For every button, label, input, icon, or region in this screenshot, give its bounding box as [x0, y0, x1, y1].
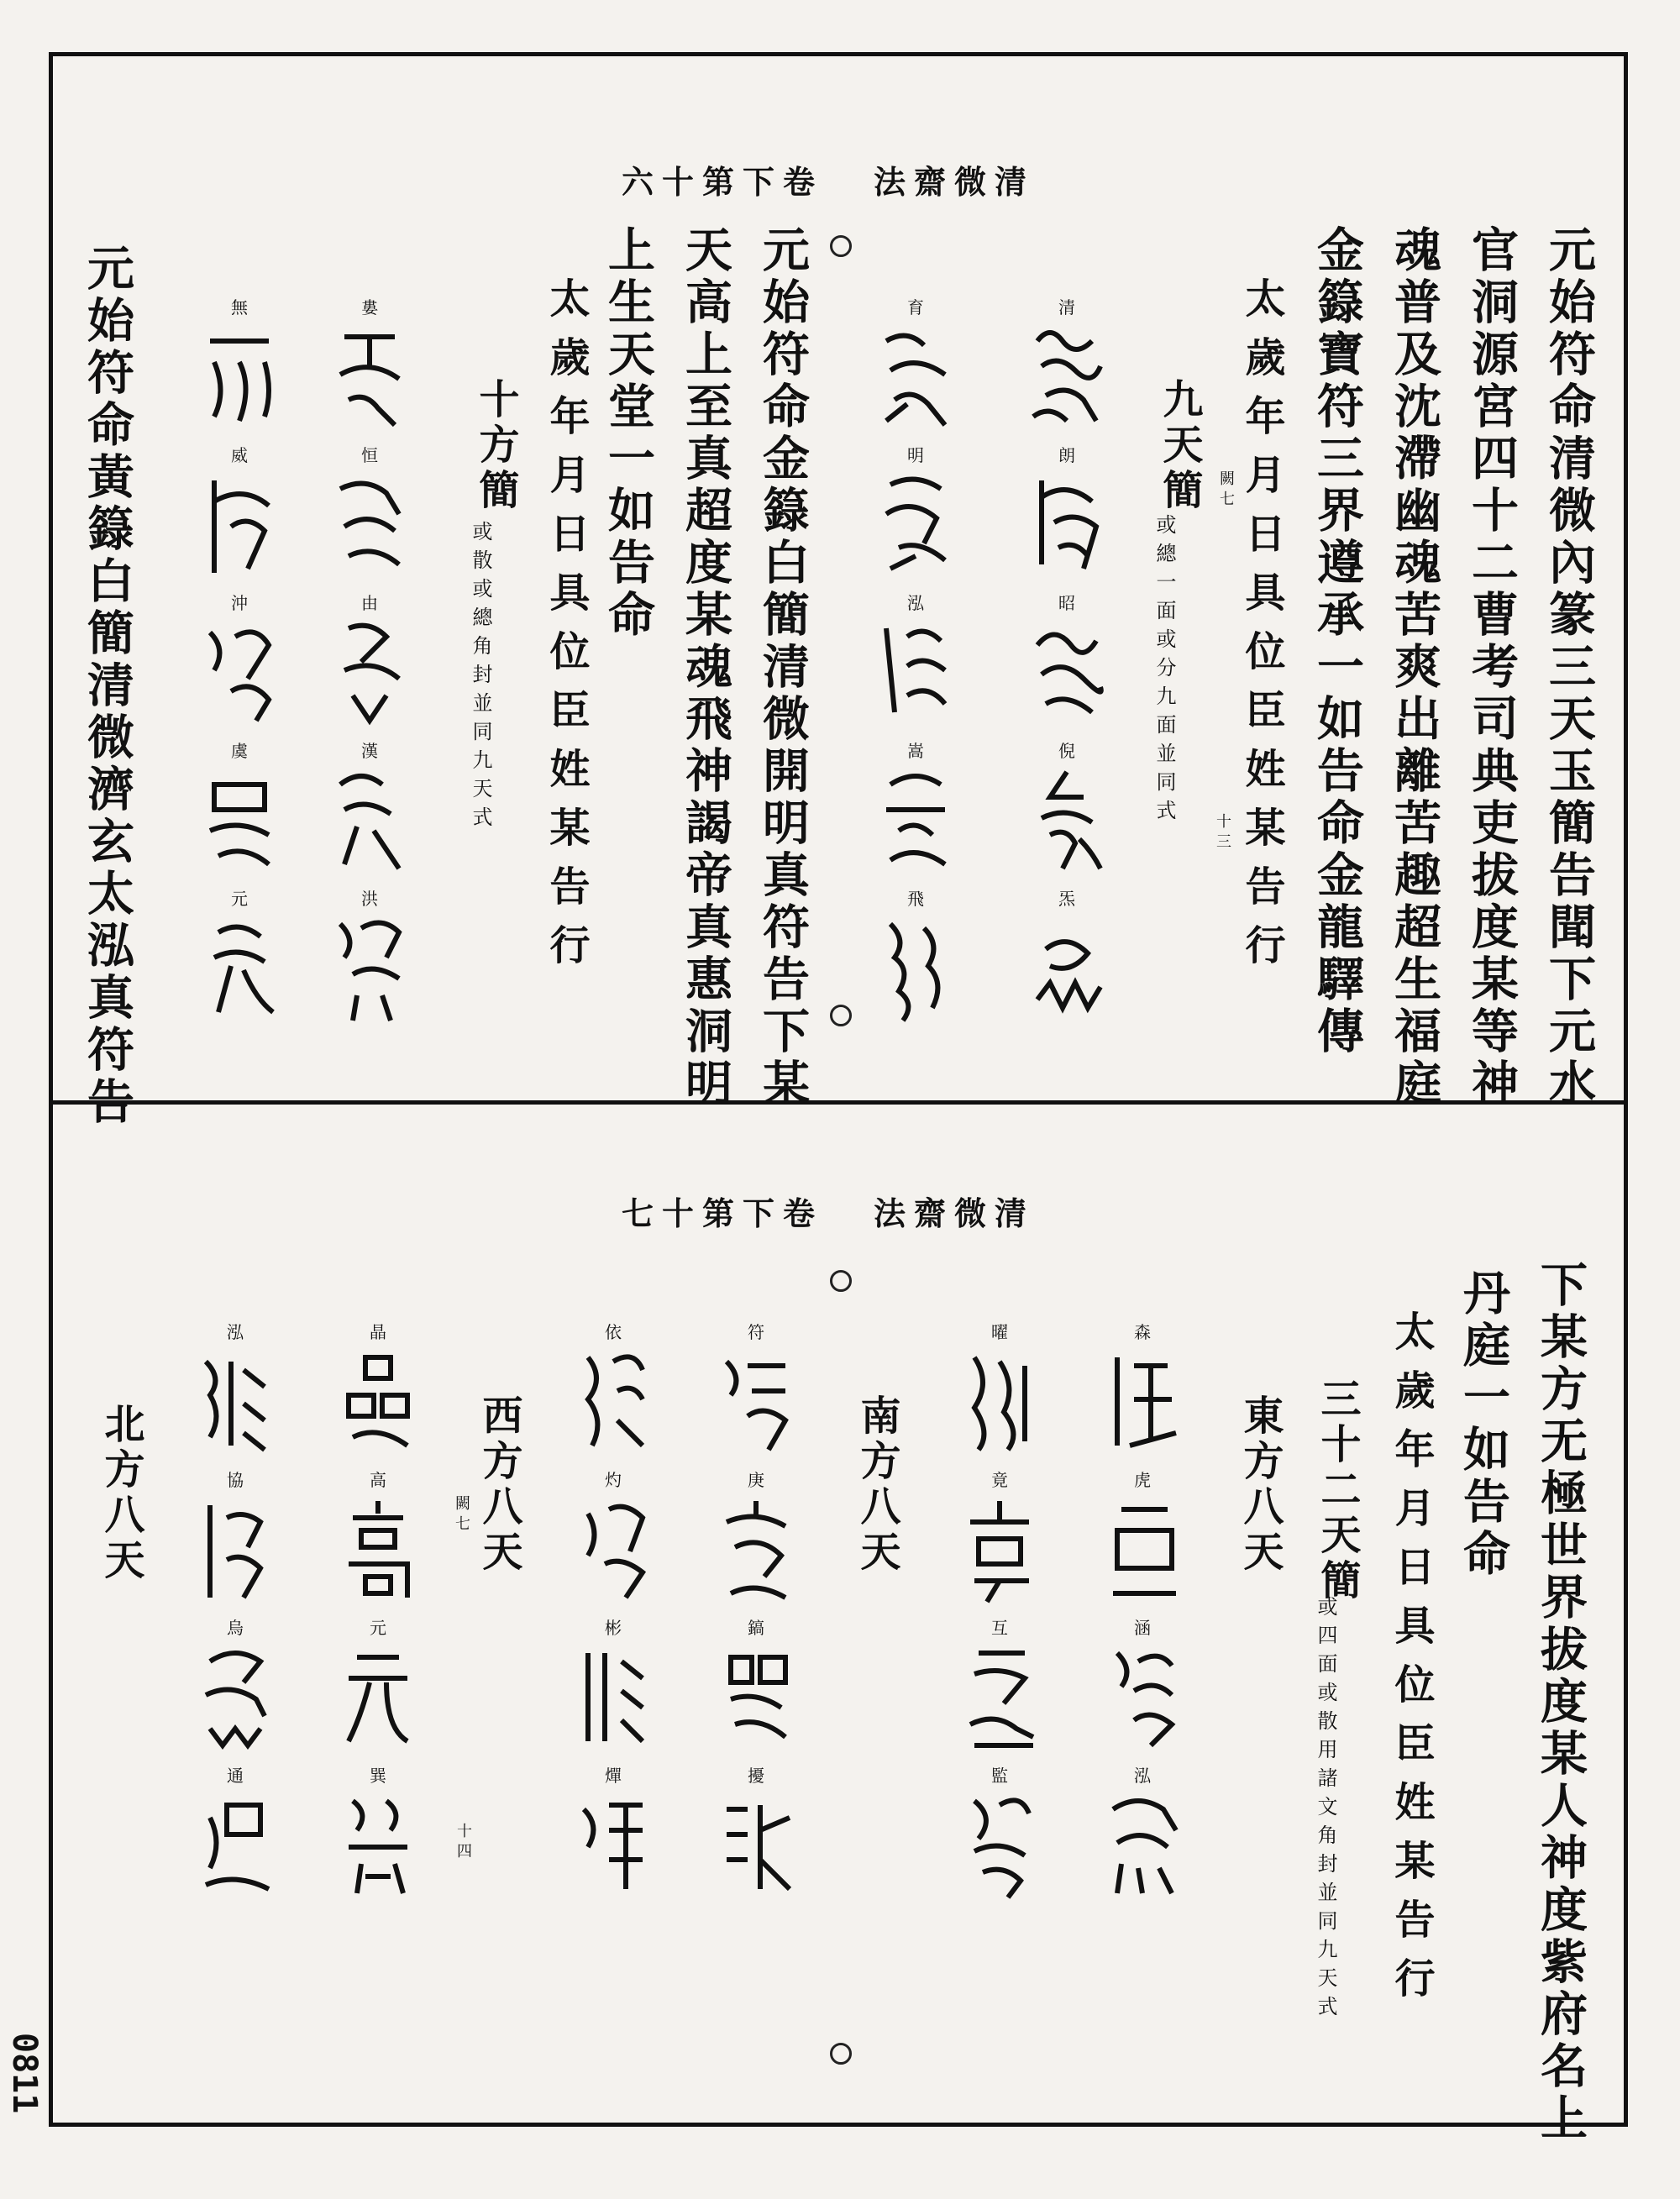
gloss-label: 擾	[748, 1766, 764, 1786]
seal-script-icon	[1100, 1341, 1184, 1458]
gloss-label: 元	[370, 1618, 386, 1638]
seal-script-icon	[958, 1784, 1042, 1902]
seal-glyph	[865, 737, 966, 885]
seal-glyph	[563, 1467, 664, 1614]
seal-glyph	[865, 885, 966, 1033]
gloss-label: 元	[231, 889, 248, 909]
seal-glyph	[319, 294, 420, 442]
gloss-label: 虎	[1134, 1470, 1151, 1490]
seal-script-icon	[193, 1784, 277, 1902]
text-column: 太歲年月日具位臣姓某告行	[1388, 1310, 1435, 2016]
seal-script-icon	[874, 907, 958, 1025]
seal-script-icon	[958, 1636, 1042, 1754]
seal-column	[949, 1319, 1050, 1910]
seal-glyph	[1016, 442, 1117, 590]
seal-script-icon	[571, 1488, 655, 1606]
gloss-label: 無	[231, 297, 248, 318]
gloss-label: 涵	[1134, 1618, 1151, 1638]
gloss-label: 沖	[231, 593, 248, 613]
seal-script-icon	[197, 759, 281, 877]
seal-script-icon	[874, 316, 958, 433]
seal-script-icon	[1025, 316, 1109, 433]
text-column: 官洞源宮四十二曹考司典吏拔度某等神	[1464, 225, 1520, 1110]
seal-script-icon	[1025, 611, 1109, 729]
seal-glyph	[1092, 1319, 1193, 1467]
gloss-label: 森	[1134, 1322, 1151, 1342]
seal-column	[328, 1319, 428, 1910]
gloss-label: 泓	[907, 593, 924, 613]
gloss-label: 依	[605, 1322, 622, 1342]
slip-heading: 三十二天簡	[1314, 1378, 1361, 1604]
seal-glyph	[949, 1319, 1050, 1467]
seal-script-icon	[197, 316, 281, 433]
gloss-label: 倪	[1058, 741, 1075, 761]
seal-script-icon	[336, 1341, 420, 1458]
gloss-label: 曜	[991, 1322, 1008, 1342]
seal-script-icon	[328, 464, 412, 581]
seal-script-icon	[336, 1488, 420, 1606]
seal-glyph	[328, 1762, 428, 1910]
gloss-label: 婁	[361, 297, 378, 318]
annotation: 或總一面或分九面並同式	[1152, 514, 1176, 828]
seal-script-icon	[958, 1488, 1042, 1606]
page-number: 0811	[5, 2033, 44, 2114]
seal-script-icon	[336, 1784, 420, 1902]
seal-script-icon	[197, 611, 281, 729]
seal-glyph	[319, 442, 420, 590]
seal-glyph	[706, 1614, 806, 1762]
bottom-header-title: 法齋微清	[874, 1194, 1036, 1232]
seal-script-icon	[328, 611, 412, 729]
text-column: 元始符命金籙白簡清微開明真符告下某	[755, 225, 811, 1110]
bottom-header	[622, 1188, 1035, 1234]
gloss-label: 監	[991, 1766, 1008, 1786]
seal-script-icon	[571, 1341, 655, 1458]
seal-script-icon	[197, 464, 281, 581]
seal-glyph	[865, 590, 966, 737]
seal-glyph	[1092, 1614, 1193, 1762]
seal-glyph	[185, 1762, 286, 1910]
seal-column	[1092, 1319, 1193, 1910]
gloss-label: 通	[227, 1766, 244, 1786]
gloss-label: 庚	[748, 1470, 764, 1490]
seal-glyph	[1092, 1762, 1193, 1910]
text-column: 太歲年月日具位臣姓某告行	[1238, 277, 1285, 983]
gloss-label: 飛	[907, 889, 924, 909]
seal-glyph	[189, 294, 290, 442]
seal-script-icon	[197, 907, 281, 1025]
seal-glyph	[949, 1614, 1050, 1762]
seal-script-icon	[328, 316, 412, 433]
seal-column	[189, 294, 290, 1033]
annotation: 闕七	[453, 1495, 470, 1535]
seal-script-icon	[193, 1488, 277, 1606]
seal-column	[865, 294, 966, 1033]
seal-script-icon	[958, 1341, 1042, 1458]
seal-glyph	[1016, 590, 1117, 737]
seal-script-icon	[874, 611, 958, 729]
gloss-label: 昭	[1058, 593, 1075, 613]
seal-script-icon	[874, 464, 958, 581]
gloss-label: 灼	[605, 1470, 622, 1490]
seal-column	[319, 294, 420, 1033]
annotation: 或四面或散用諸文角封並同九天式	[1314, 1596, 1337, 2024]
binding-hole	[830, 235, 852, 257]
seal-glyph	[189, 885, 290, 1033]
text-column: 魂普及沈滯幽魂苦爽出離苦趣超生福庭	[1387, 225, 1442, 1110]
seal-glyph	[328, 1319, 428, 1467]
seal-glyph	[563, 1614, 664, 1762]
seal-script-icon	[1100, 1784, 1184, 1902]
gloss-label: 清	[1058, 297, 1075, 318]
top-header-title: 法齋微清	[874, 163, 1036, 201]
text-column: 下某方无極世界拔度某人神度紫府名上	[1533, 1260, 1588, 2145]
gloss-label: 烏	[227, 1618, 244, 1638]
seal-glyph	[189, 442, 290, 590]
region-heading: 北方八天	[97, 1403, 144, 1584]
slip-heading: 十方簡	[472, 378, 519, 514]
seal-glyph	[949, 1762, 1050, 1910]
seal-glyph	[185, 1467, 286, 1614]
seal-glyph	[185, 1319, 286, 1467]
seal-script-icon	[1100, 1488, 1184, 1606]
binding-hole	[830, 2043, 852, 2065]
seal-script-icon	[1100, 1636, 1184, 1754]
seal-glyph	[319, 737, 420, 885]
text-column: 元始符命黃籙白簡清微濟玄太泓真符告	[80, 244, 135, 1129]
seal-script-icon	[571, 1784, 655, 1902]
seal-glyph	[706, 1762, 806, 1910]
gloss-label: 朗	[1058, 445, 1075, 465]
seal-glyph	[865, 294, 966, 442]
seal-glyph	[706, 1319, 806, 1467]
top-header-chapter: 六十第下卷	[622, 163, 824, 201]
seal-glyph	[185, 1614, 286, 1762]
seal-glyph	[328, 1614, 428, 1762]
gloss-label: 炁	[1058, 889, 1075, 909]
seal-script-icon	[1025, 907, 1109, 1025]
seal-glyph	[949, 1467, 1050, 1614]
gloss-label: 彬	[605, 1618, 622, 1638]
gloss-label: 洪	[361, 889, 378, 909]
seal-script-icon	[328, 759, 412, 877]
binding-hole	[830, 1270, 852, 1292]
annotation: 十三	[1214, 813, 1231, 853]
seal-script-icon	[336, 1636, 420, 1754]
seal-glyph	[563, 1762, 664, 1910]
seal-script-icon	[714, 1636, 798, 1754]
top-header	[622, 156, 1035, 202]
seal-column	[706, 1319, 806, 1910]
seal-glyph	[1016, 885, 1117, 1033]
gloss-label: 鎬	[748, 1618, 764, 1638]
seal-script-icon	[193, 1636, 277, 1754]
gloss-label: 協	[227, 1470, 244, 1490]
slip-heading: 九天簡	[1156, 378, 1203, 514]
seal-glyph	[1016, 294, 1117, 442]
seal-column	[185, 1319, 286, 1910]
gloss-label: 恒	[361, 445, 378, 465]
gloss-label: 晶	[370, 1322, 386, 1342]
seal-glyph	[319, 590, 420, 737]
seal-glyph	[1092, 1467, 1193, 1614]
seal-glyph	[1016, 737, 1117, 885]
text-column: 上生天堂一如告命	[601, 225, 656, 642]
seal-script-icon	[328, 907, 412, 1025]
seal-glyph	[189, 737, 290, 885]
seal-column	[563, 1319, 664, 1910]
seal-script-icon	[1025, 464, 1109, 581]
gloss-label: 竟	[991, 1470, 1008, 1490]
gloss-label: 嵩	[907, 741, 924, 761]
seal-script-icon	[571, 1636, 655, 1754]
seal-glyph	[319, 885, 420, 1033]
seal-glyph	[328, 1467, 428, 1614]
gloss-label: 巽	[370, 1766, 386, 1786]
text-column: 金籙寶符三界遵承一如告命金龍驛傳	[1310, 225, 1365, 1058]
seal-glyph	[563, 1319, 664, 1467]
gloss-label: 明	[907, 445, 924, 465]
gloss-label: 燀	[605, 1766, 622, 1786]
gloss-label: 虞	[231, 741, 248, 761]
seal-script-icon	[874, 759, 958, 877]
seal-glyph	[865, 442, 966, 590]
seal-column	[1016, 294, 1117, 1033]
annotation: 十四	[454, 1823, 472, 1863]
bottom-header-chapter: 七十第下卷	[622, 1194, 824, 1232]
text-column: 天高上至真超度某魂飛神謁帝真惠洞明	[678, 225, 733, 1110]
seal-glyph	[706, 1467, 806, 1614]
gloss-label: 互	[991, 1618, 1008, 1638]
seal-script-icon	[714, 1341, 798, 1458]
annotation: 或散或總角封並同九天式	[469, 521, 492, 835]
region-heading: 南方八天	[853, 1394, 900, 1576]
gloss-label: 泓	[227, 1322, 244, 1342]
gloss-label: 漢	[361, 741, 378, 761]
region-heading: 西方八天	[475, 1394, 522, 1576]
gloss-label: 由	[361, 593, 378, 613]
seal-script-icon	[1025, 759, 1109, 877]
gloss-label: 高	[370, 1470, 386, 1490]
gloss-label: 威	[231, 445, 248, 465]
binding-hole	[830, 1005, 852, 1026]
text-column: 元始符命清微內篆三天玉簡告聞下元水	[1541, 225, 1597, 1110]
text-column: 太歲年月日具位臣姓某告行	[543, 277, 590, 983]
region-heading: 東方八天	[1236, 1394, 1284, 1576]
text-column: 丹庭一如告命	[1456, 1268, 1511, 1581]
seal-script-icon	[193, 1341, 277, 1458]
gloss-label: 育	[907, 297, 924, 318]
gloss-label: 泓	[1134, 1766, 1151, 1786]
seal-script-icon	[714, 1784, 798, 1902]
annotation: 闕七	[1217, 470, 1235, 511]
seal-glyph	[189, 590, 290, 737]
seal-script-icon	[714, 1488, 798, 1606]
gloss-label: 符	[748, 1322, 764, 1342]
